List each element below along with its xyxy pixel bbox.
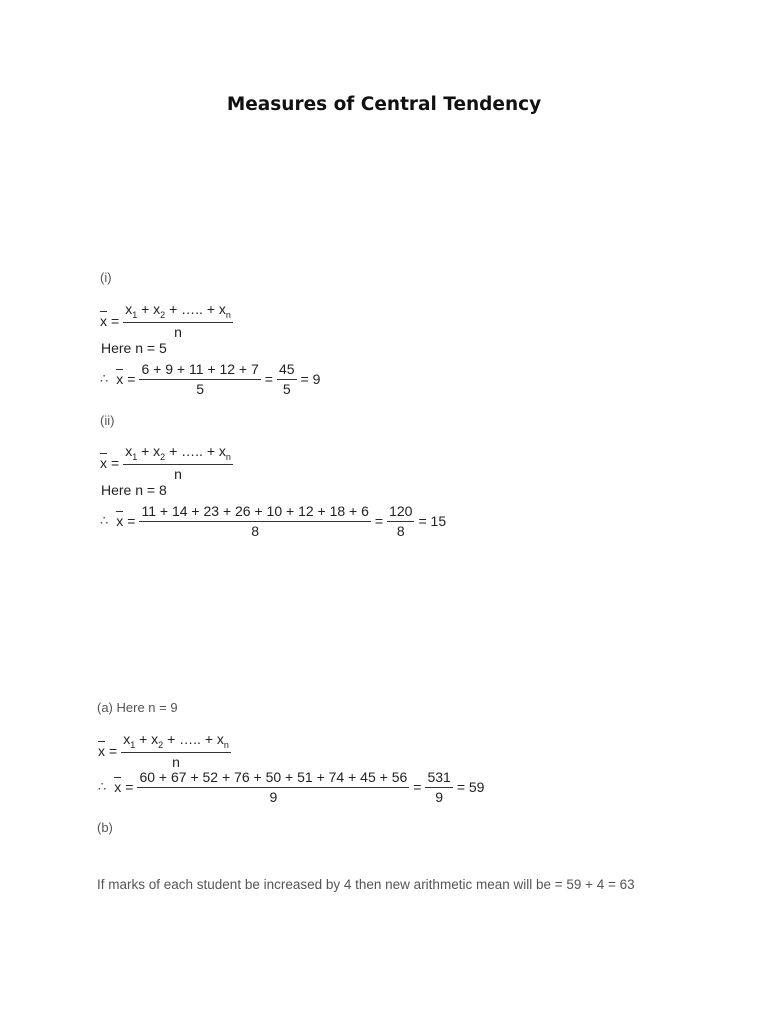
fraction-numerator: $x_1 + x_2$ + ….. + $x_n$ — [121, 732, 231, 753]
sum-fraction — [137, 770, 409, 804]
part-ii-mean-formula — [100, 444, 233, 482]
fraction-numerator: 11 + 14 + 23 + 26 + 10 + 12 + 18 + 6 — [139, 504, 370, 522]
fraction-denominator: 9 — [269, 788, 278, 805]
total-fraction — [425, 770, 452, 804]
mean-fraction — [123, 302, 233, 340]
fraction-denominator: 9 — [435, 788, 444, 805]
equals-sign: = — [374, 513, 384, 530]
fraction-denominator: n — [174, 324, 182, 341]
fraction-numerator: 60 + 67 + 52 + 76 + 50 + 51 + 74 + 45 + 56 — [137, 770, 409, 788]
fraction-denominator: n — [174, 466, 182, 483]
equals-sign: = — [125, 779, 134, 796]
fraction-denominator: 5 — [282, 380, 291, 397]
part-i-n-value: Here n = 5 — [101, 340, 167, 356]
x-bar-symbol: x — [98, 742, 105, 759]
sum-fraction — [139, 504, 370, 538]
equals-sign: = — [264, 371, 273, 388]
total-fraction — [277, 362, 297, 396]
therefore-symbol: ∴ — [100, 371, 109, 387]
part-b-label: (b) — [97, 820, 113, 835]
sum-fraction — [139, 362, 260, 396]
equals-sign: = — [111, 312, 120, 329]
equals-sign: = — [127, 371, 136, 388]
fraction-numerator: 120 — [387, 504, 414, 522]
result-value: = 59 — [456, 779, 485, 796]
part-i-mean-formula — [100, 302, 233, 340]
total-fraction — [387, 504, 414, 538]
part-a-calculation — [98, 770, 484, 804]
fraction-numerator: 45 — [277, 362, 297, 380]
part-i-label: (i) — [100, 270, 112, 285]
equals-sign: = — [109, 742, 118, 759]
part-ii-n-value: Here n = 8 — [101, 482, 167, 498]
equals-sign: = — [111, 454, 120, 471]
fraction-denominator: 8 — [251, 522, 260, 539]
therefore-symbol: ∴ — [98, 779, 107, 795]
part-ii-label: (ii) — [100, 413, 115, 428]
therefore-symbol: ∴ — [100, 513, 109, 529]
fraction-numerator: 531 — [425, 770, 452, 788]
part-ii-calculation — [100, 504, 446, 538]
part-a-label: (a) Here n = 9 — [97, 700, 178, 715]
x-bar-symbol: x — [116, 371, 124, 388]
fraction-numerator: $x_1 + x_2$ + ….. + $x_n$ — [123, 444, 233, 465]
equals-sign: = — [413, 779, 422, 796]
x-bar-symbol: x — [100, 312, 107, 329]
x-bar-symbol: x — [114, 779, 122, 796]
mean-fraction — [121, 732, 231, 770]
x-bar-symbol: x — [100, 454, 107, 471]
x-bar-symbol: x — [116, 513, 124, 530]
equals-sign: = — [127, 513, 136, 530]
part-b-answer: If marks of each student be increased by 4 then new arithmetic mean will be = 59 + 4 = 63 — [97, 877, 635, 892]
fraction-denominator: 5 — [196, 380, 205, 397]
fraction-numerator: $x_1 + x_2$ + ….. + $x_n$ — [123, 302, 233, 323]
page-title: Measures of Central Tendency — [226, 94, 542, 115]
fraction-denominator: n — [172, 754, 180, 771]
result-value: = 15 — [418, 513, 447, 530]
result-value: = 9 — [300, 371, 321, 388]
part-a-mean-formula — [98, 732, 231, 770]
part-i-calculation — [100, 362, 320, 396]
mean-fraction — [123, 444, 233, 482]
fraction-denominator: 8 — [396, 522, 405, 539]
fraction-numerator: 6 + 9 + 11 + 12 + 7 — [139, 362, 260, 380]
